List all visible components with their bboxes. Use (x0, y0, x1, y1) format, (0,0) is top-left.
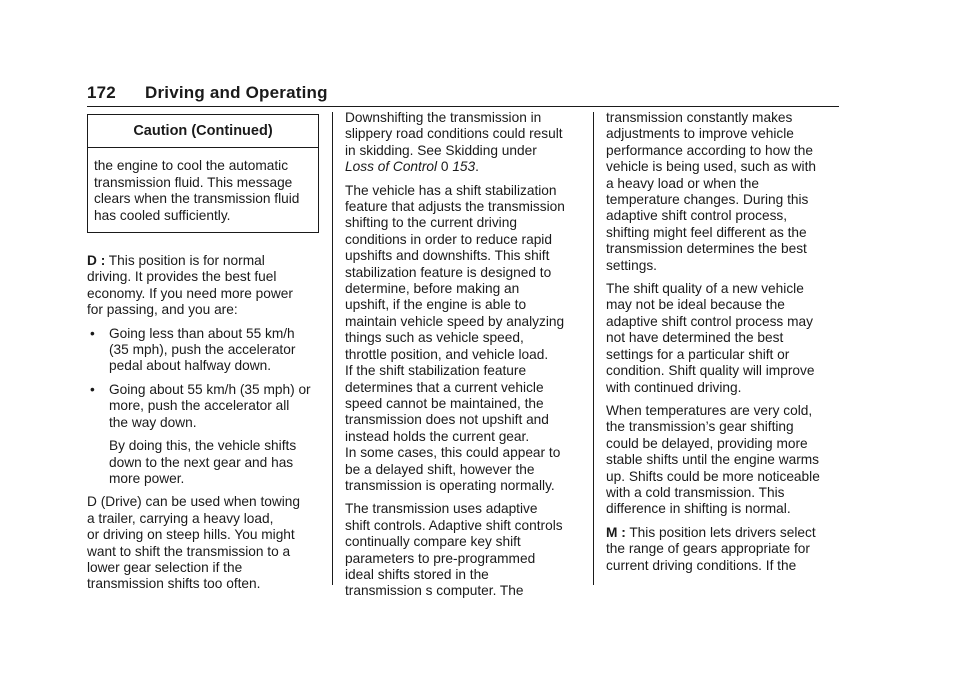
bullet-item: • Going about 55 km/h (35 mph) or more, push the accelerator all the way down. (87, 382, 323, 431)
manual-mode-paragraph: M : This position lets drivers select the range of gears appropriate for current driving conditions. If the (606, 524, 816, 573)
loss-of-control-link[interactable]: Loss of Control (345, 159, 438, 175)
section-title: Driving and Operating (145, 83, 328, 102)
adaptive-paragraph: The transmission uses adaptive shift controls. Adaptive shift controls continually compare key shift parameters to pre-programmed ideal shifts stored in the transmission s computer. The (345, 501, 563, 599)
stabilization-paragraph: The vehicle has a shift stabilization feature that adjusts the transmission shifting to the current driving conditions in order to reduce rapid upshifts and downshifts. This shift stabilization feature is designed to determine, before making an upshift, if the engine is able to maintain vehicle speed by analyzing things such as vehicle speed, throttle position, and vehicle load. If the shift stabilization feature determines that a current vehicle speed cannot be maintained, the transmission does not upshift and instead holds the current gear. In some cases, this could appear to be a delayed shift, however the transmission is operating normally. (345, 182, 565, 493)
page-number: 172 (87, 83, 116, 102)
caution-body (88, 148, 318, 232)
drive-paragraph-line: D : This position is for normal (87, 253, 265, 269)
cold-temperature-paragraph: When temperatures are very cold, the transmission’s gear shifting could be delayed, providing more stable shifts until the engine warms up. Shifts could be more noticeable with a cold transmission. This difference in shifting is normal. (606, 402, 820, 517)
towing-paragraph: D (Drive) can be used when towing a trailer, carrying a heavy load, or driving on steep hills. You might want to shift the transmission to a lower gear selection if the transmission shifts too often. (87, 494, 301, 592)
bullet-note: By doing this, the vehicle shifts down to the next gear and has more power. (109, 438, 297, 486)
page-ref-icon: 0 (440, 159, 449, 175)
bullet-item: • Going less than about 55 km/h (35 mph), push the accelerator pedal about halfway down. (87, 326, 323, 375)
column-1 (87, 110, 323, 593)
caution-line: the engine to cool the automatic (94, 158, 289, 174)
manual-key: M : (606, 524, 626, 540)
caution-box (87, 114, 319, 233)
bullet-dot: • (90, 325, 95, 341)
column-divider (593, 112, 594, 585)
column-3 (606, 110, 840, 574)
drive-paragraph-line: driving. It provides the best fuel (87, 269, 277, 285)
bullet-dot: • (90, 381, 95, 397)
drive-key: D : (87, 253, 106, 269)
drive-paragraph-line: for passing, and you are: (87, 302, 238, 318)
drive-paragraph-line: economy. If you need more power (87, 285, 293, 301)
adaptive-continued-paragraph: transmission constantly makes adjustments to improve vehicle performance according to how the vehicle is being used, such as with a heavy load or when the temperature changes. During this adaptive shift control process, shifting might feel different as the transmission determines the best settings. (606, 110, 816, 273)
column-2 (345, 110, 583, 600)
shift-quality-paragraph: The shift quality of a new vehicle may not be ideal because the adaptive shift control process may not have determined the best settings for a particular shift or condition. Shift quality will improve with continued driving. (606, 281, 815, 395)
page-header (87, 80, 839, 107)
caution-line: has cooled sufficiently. (94, 207, 231, 223)
downshift-paragraph: Downshifting the transmission in slippery road conditions could result in skidding. See Skidding under Loss of Control 0 153. (345, 110, 563, 175)
caution-line: clears when the transmission fluid (94, 191, 300, 207)
caution-line: transmission fluid. This message (94, 174, 293, 190)
page-ref-link[interactable]: 153 (452, 159, 476, 175)
column-divider (332, 112, 333, 585)
caution-title: Caution (Continued) (88, 115, 318, 148)
